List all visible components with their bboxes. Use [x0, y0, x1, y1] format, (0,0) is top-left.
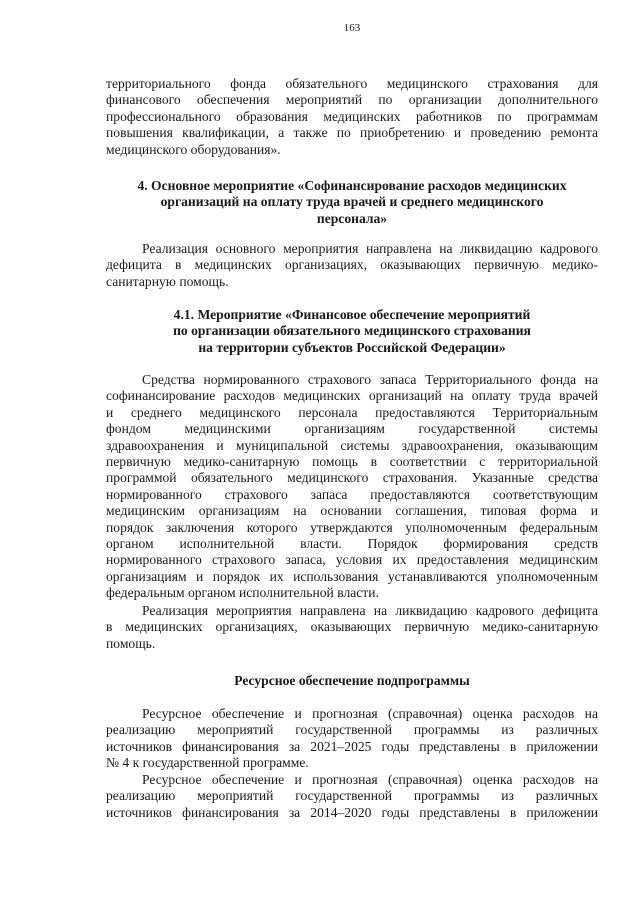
text-line: профессионального образования медицинских работников по программам	[106, 108, 598, 124]
text-line: нормированного страхового запаса, условия их предоставления медицинским	[106, 552, 598, 568]
paragraph-resources-2	[106, 772, 598, 821]
paragraph-resources-1	[106, 706, 598, 772]
text-line: программой обязательного медицинского страхования. Указанные средства	[106, 470, 598, 486]
text-line: повышения квалификации, а также по приобретению и проведению ремонта	[106, 125, 598, 141]
text-line: Средства нормированного страхового запаса Территориального фонда на	[142, 372, 598, 387]
text-line: нормированного страхового запаса предоставляются соответствующим	[106, 486, 598, 502]
text-line: первичную медико-санитарную помощь в соответствии с территориальной	[106, 454, 598, 470]
text-line: источников финансирования за 2021–2025 годы представлены в приложении	[106, 738, 598, 754]
text-line: Ресурсное обеспечение и прогнозная (справочная) оценка расходов на	[142, 772, 598, 787]
text-line: федеральным органом исполнительной власти.	[106, 585, 379, 601]
heading-line: по организации обязательного медицинского страхования	[173, 323, 531, 339]
text-line: Реализация основного мероприятия направлена на ликвидацию кадрового	[142, 241, 598, 256]
text-line: в медицинских организациях, оказывающих первичную медико-санитарную	[106, 619, 598, 635]
section-heading-4	[106, 178, 598, 227]
heading-line: 4.1. Мероприятие «Финансовое обеспечение мероприятий	[173, 307, 531, 322]
resource-heading	[106, 673, 598, 689]
text-line: медицинского оборудования».	[106, 141, 281, 157]
text-line: санитарную помощь.	[106, 273, 229, 289]
text-line: территориального фонда обязательного медицинского страхования для	[106, 76, 598, 91]
paragraph-section-4-1	[106, 372, 598, 602]
text-line: Ресурсное обеспечение и прогнозная (справочная) оценка расходов на	[142, 706, 598, 721]
heading-line: персонала»	[316, 210, 388, 226]
heading-line: на территории субъектов Российской Федерации»	[198, 339, 506, 355]
text-line: № 4 к государственной программе.	[106, 755, 309, 771]
text-line: и среднего медицинского персонала предоставляются Территориальным	[106, 404, 598, 420]
paragraph-section-4	[106, 241, 598, 290]
text-line: источников финансирования за 2014–2020 годы представлены в приложении	[106, 804, 598, 820]
heading-line: Ресурсное обеспечение подпрограммы	[234, 673, 470, 688]
text-line: фондом медицинскими организациям государственной системы	[106, 421, 598, 437]
text-line: дефицита в медицинских организациях, оказывающих первичную медико-	[106, 257, 598, 273]
heading-line: 4. Основное мероприятие «Софинансирование расходов медицинских	[137, 178, 567, 193]
text-line: здравоохранения и муниципальной системы здравоохранения, оказывающим	[106, 437, 598, 453]
text-line: финансового обеспечения мероприятий по организации дополнительного	[106, 92, 598, 108]
text-line: помощь.	[106, 635, 156, 651]
text-line: органом исполнительной власти. Порядок формирования средств	[106, 536, 598, 552]
text-line: Реализация мероприятия направлена на ликвидацию кадрового дефицита	[142, 603, 598, 618]
paragraph-intro	[106, 76, 598, 158]
text-line: организациям и порядок их использования устанавливаются уполномоченным	[106, 568, 598, 584]
paragraph-section-4-1-b	[106, 603, 598, 652]
text-line: реализацию мероприятий государственной программы из различных	[106, 722, 598, 738]
page-number: 163	[343, 22, 361, 34]
text-line: софинансирование расходов медицинских организаций на оплату труда врачей	[106, 388, 598, 404]
text-line: медицинским организациям на основании соглашения, типовая форма и	[106, 503, 598, 519]
text-line: порядок заключения которого утверждаются уполномоченным федеральным	[106, 519, 598, 535]
section-heading-4-1	[106, 307, 598, 356]
text-line: реализацию мероприятий государственной программы из различных	[106, 788, 598, 804]
heading-line: организаций на оплату труда врачей и среднего медицинского	[160, 194, 544, 210]
